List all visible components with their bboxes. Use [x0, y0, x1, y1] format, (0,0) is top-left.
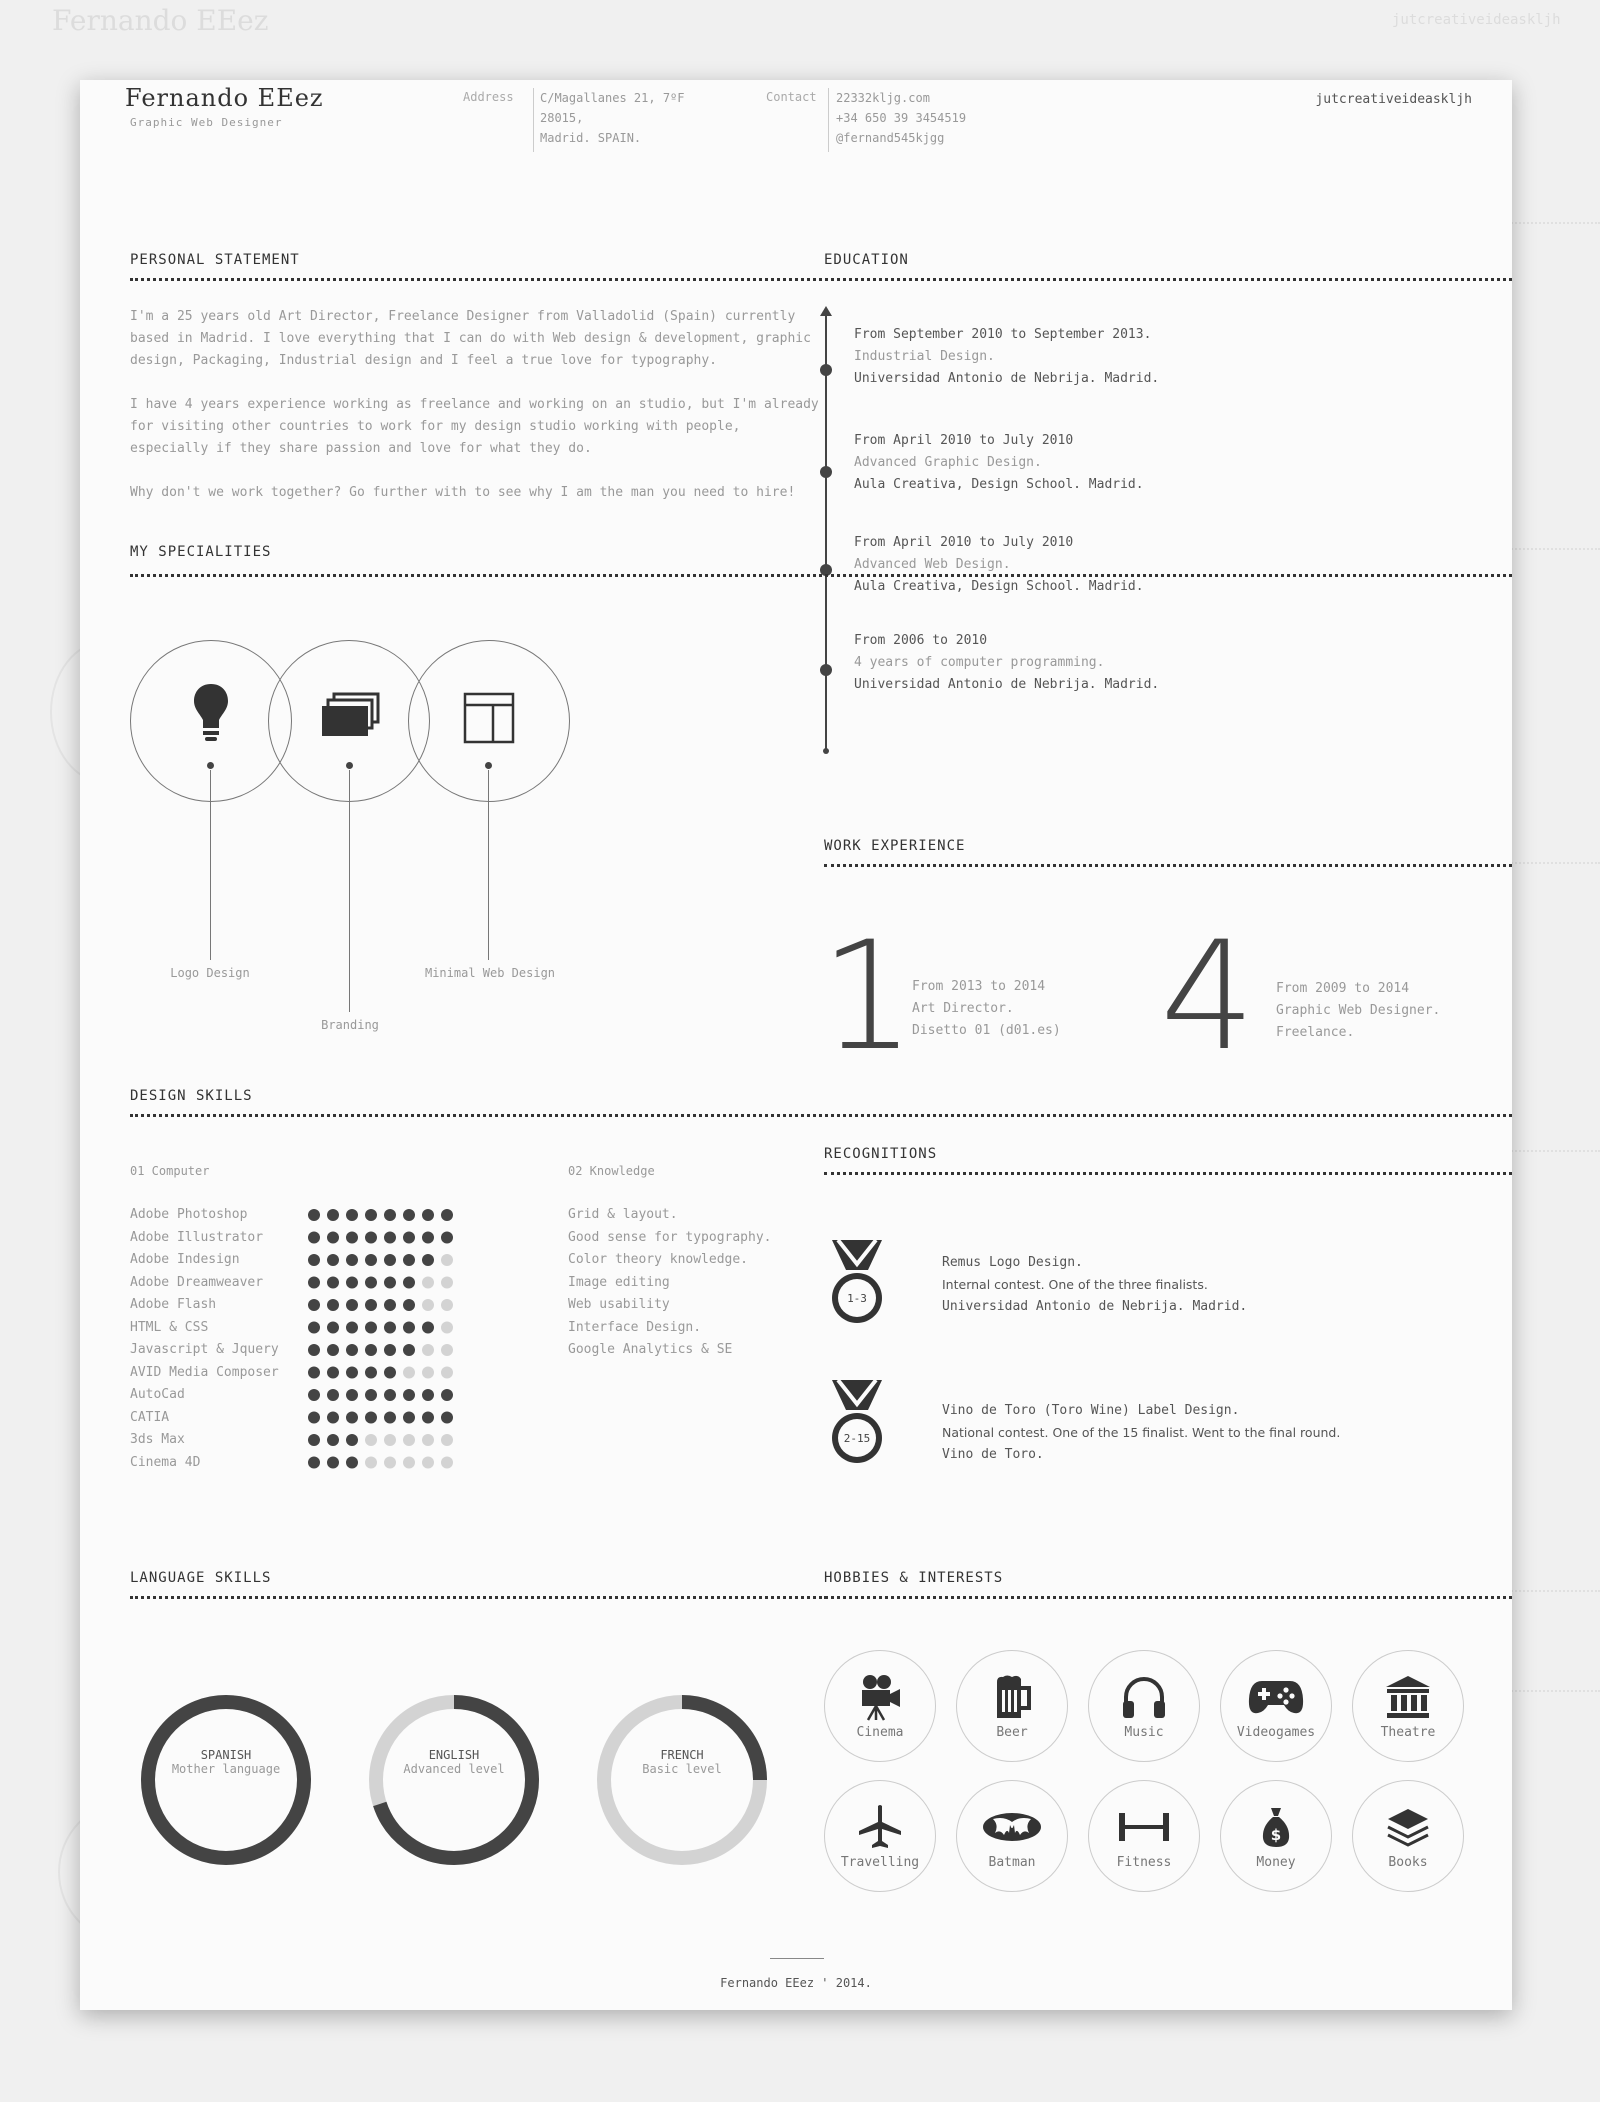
timeline-node [820, 466, 832, 478]
skill-dot [308, 1367, 320, 1379]
skill-dot [365, 1434, 377, 1446]
recognition-place: Universidad Antonio de Nebrija. Madrid. [942, 1299, 1248, 1314]
skill-dot [308, 1299, 320, 1311]
section-title-work: WORK EXPERIENCE [824, 838, 966, 854]
work-period: From 2009 to 2014 [1276, 981, 1410, 996]
section-title-language: LANGUAGE SKILLS [130, 1570, 272, 1586]
website-link[interactable]: jutcreativeideaskljh [1315, 92, 1472, 107]
skill-dot [327, 1457, 339, 1469]
skill-name: AVID Media Composer [130, 1364, 279, 1380]
skill-dot [308, 1209, 320, 1221]
skill-dot [346, 1322, 358, 1334]
skill-dot [327, 1232, 339, 1244]
statement-paragraph: Why don't we work together? Go further with to see why I am the man you need to hire! [130, 485, 796, 500]
skill-dot [384, 1434, 396, 1446]
skill-dot [327, 1277, 339, 1289]
education-entry [854, 630, 1159, 696]
timeline-line [825, 312, 827, 752]
skill-dot [327, 1412, 339, 1424]
work-period: From 2013 to 2014 [912, 979, 1046, 994]
skill-dot [365, 1389, 377, 1401]
hobby-label: Batman [988, 1855, 1036, 1870]
hobby-label: Travelling [840, 1855, 920, 1870]
skill-dot [384, 1367, 396, 1379]
skill-dot [346, 1254, 358, 1266]
language-label [136, 1748, 316, 1776]
skill-dot [422, 1457, 434, 1469]
hobby-item [824, 1650, 936, 1762]
batman-icon [982, 1812, 1042, 1842]
education-school: Universidad Antonio de Nebrija. Madrid. [854, 371, 1160, 386]
education-period: From September 2010 to September 2013. [854, 327, 1152, 342]
medal-icon [824, 1378, 890, 1468]
skill-dot [308, 1344, 320, 1356]
education-period: From 2006 to 2010 [854, 633, 988, 648]
beer-icon [992, 1674, 1032, 1720]
skill-dot [384, 1344, 396, 1356]
skill-dot [346, 1412, 358, 1424]
section-divider [824, 864, 1512, 867]
hobby-item [1088, 1780, 1200, 1892]
page-title: Fernando EEez [125, 84, 324, 112]
statement-text [130, 306, 820, 504]
resume-sheet [80, 80, 1512, 2010]
education-course: Advanced Web Design. [854, 557, 1011, 572]
knowledge-list [568, 1204, 788, 1362]
background-ghost-name: Fernando EEez [52, 4, 269, 37]
section-divider [130, 278, 1512, 281]
address-line: 28015, [540, 111, 584, 125]
hobby-label: Videogames [1236, 1725, 1316, 1740]
contact-handle[interactable]: @fernand545kjgg [836, 131, 945, 145]
language-level: Advanced level [403, 1762, 505, 1776]
hobby-item [1088, 1650, 1200, 1762]
hobby-item [956, 1780, 1068, 1892]
skill-dot [441, 1434, 453, 1446]
work-company: Disetto 01 (d01.es) [912, 1023, 1061, 1038]
money-bag-icon [1261, 1806, 1291, 1848]
skill-dot [308, 1277, 320, 1289]
skill-dot [422, 1389, 434, 1401]
work-company: Freelance. [1276, 1025, 1355, 1040]
section-title-specialities: MY SPECIALITIES [130, 544, 272, 560]
language-label [364, 1748, 544, 1776]
knowledge-item: Grid & layout. [568, 1207, 678, 1222]
skill-name: AutoCad [130, 1387, 185, 1402]
hobby-label: Beer [996, 1725, 1028, 1740]
section-title-statement: PERSONAL STATEMENT [130, 252, 300, 268]
skill-dot [327, 1434, 339, 1446]
address-line: Madrid. SPAIN. [540, 131, 642, 145]
skill-dot [384, 1412, 396, 1424]
skill-dot [365, 1344, 377, 1356]
skill-dot [365, 1209, 377, 1221]
education-entry [854, 324, 1159, 390]
footer-rule [770, 1958, 824, 1959]
skill-dot [327, 1322, 339, 1334]
recognition-place: Vino de Toro. [942, 1447, 1044, 1462]
skill-dot [422, 1367, 434, 1379]
timeline-end-dot [823, 748, 829, 754]
work-role: Art Director. [912, 1001, 1014, 1016]
computer-skills-list [130, 1204, 310, 1474]
skill-dot [403, 1457, 415, 1469]
education-school: Aula Creativa, Design School. Madrid. [854, 477, 1144, 492]
hobby-item [1220, 1780, 1332, 1892]
skill-name: CATIA [130, 1409, 170, 1425]
skill-dot [308, 1412, 320, 1424]
hobby-label: Cinema [856, 1725, 904, 1740]
dumbbell-icon [1115, 1811, 1173, 1843]
skill-dot [403, 1412, 415, 1424]
skill-dot [327, 1254, 339, 1266]
speciality-connector [488, 770, 489, 960]
skill-dot [365, 1254, 377, 1266]
hobby-label: Fitness [1116, 1855, 1172, 1870]
skill-dot [384, 1254, 396, 1266]
section-title-design-skills: DESIGN SKILLS [130, 1088, 253, 1104]
skill-dot [403, 1434, 415, 1446]
language-name: FRENCH [660, 1748, 704, 1762]
medal-badge-text: 1-3 [847, 1292, 867, 1305]
skill-dot [384, 1209, 396, 1221]
work-entry [1276, 978, 1440, 1044]
education-school: Aula Creativa, Design School. Madrid. [854, 579, 1144, 594]
section-divider [130, 574, 1512, 577]
skill-name: Adobe Dreamweaver [130, 1274, 264, 1290]
skill-dot [365, 1232, 377, 1244]
web-layout-icon [463, 692, 515, 744]
recognition-entry [942, 1400, 1340, 1466]
skill-dot [422, 1434, 434, 1446]
skill-name: Adobe Illustrator [130, 1229, 264, 1245]
hobby-item [956, 1650, 1068, 1762]
skill-name: Cinema 4D [130, 1454, 201, 1470]
statement-paragraph: I'm a 25 years old Art Director, Freelance Designer from Valladolid (Spain) currently based in Madrid. I love everything that I can do with Web design & development, graphic design, Packaging, Industrial design and I feel a true love for typography. [130, 309, 811, 368]
speciality-label: Branding [321, 1018, 379, 1032]
skill-dot [308, 1254, 320, 1266]
job-title: Graphic Web Designer [130, 116, 283, 129]
speciality-connector [349, 770, 350, 1012]
language-level: Basic level [642, 1762, 722, 1776]
contact-phone[interactable]: +34 650 39 3454519 [836, 111, 967, 125]
lightbulb-icon [192, 682, 230, 744]
education-entry [854, 532, 1144, 598]
section-title-recognitions: RECOGNITIONS [824, 1146, 938, 1162]
recognition-entry [942, 1252, 1247, 1318]
skill-dot [346, 1434, 358, 1446]
knowledge-item: Good sense for typography. [568, 1229, 772, 1245]
skill-dot [441, 1209, 453, 1221]
skill-dot [441, 1389, 453, 1401]
camera-icon [858, 1673, 902, 1721]
speciality-pin [207, 762, 214, 769]
theatre-icon [1385, 1675, 1431, 1719]
education-entry [854, 430, 1144, 496]
skill-dot [403, 1232, 415, 1244]
contact-email[interactable]: 22332kljg.com [836, 91, 930, 105]
hobby-label: Theatre [1380, 1725, 1436, 1740]
skill-dot [365, 1277, 377, 1289]
skill-dot [384, 1277, 396, 1289]
skill-dot [346, 1367, 358, 1379]
education-school: Universidad Antonio de Nebrija. Madrid. [854, 677, 1160, 692]
work-entry [912, 976, 1061, 1042]
language-ring-progress [148, 1702, 304, 1858]
skill-dot [441, 1457, 453, 1469]
section-divider [130, 1114, 1512, 1117]
hobby-item [1352, 1650, 1464, 1762]
skill-dot [422, 1412, 434, 1424]
skill-dot [308, 1322, 320, 1334]
skill-dot [327, 1209, 339, 1221]
skill-dot [308, 1232, 320, 1244]
skill-dot [403, 1277, 415, 1289]
skill-dot [384, 1322, 396, 1334]
contact-block [836, 88, 966, 148]
language-level: Mother language [171, 1762, 281, 1776]
medal-icon [824, 1238, 890, 1328]
speciality-label: Minimal Web Design [424, 966, 556, 980]
plane-icon [857, 1804, 903, 1850]
skill-dot [422, 1277, 434, 1289]
skill-dot [441, 1232, 453, 1244]
skill-dot [365, 1457, 377, 1469]
skill-dot [403, 1322, 415, 1334]
skill-dot [422, 1299, 434, 1311]
skill-dot [422, 1322, 434, 1334]
skill-dot [441, 1344, 453, 1356]
gamepad-icon [1248, 1677, 1304, 1717]
skill-dot [384, 1389, 396, 1401]
skill-dot [346, 1232, 358, 1244]
skill-dot [327, 1389, 339, 1401]
skill-name: Adobe Indesign [130, 1252, 240, 1267]
skill-dot [346, 1344, 358, 1356]
footer-text: Fernando EEez ' 2014. [720, 1976, 872, 1990]
skill-dot [441, 1412, 453, 1424]
skill-dot [365, 1322, 377, 1334]
skill-dot [365, 1299, 377, 1311]
skill-dot [346, 1389, 358, 1401]
language-rings [130, 1678, 790, 1888]
statement-paragraph: I have 4 years experience working as freelance and working on an studio, but I'm already for visiting other countries to work for my design studio working with people, especially if they share passion and love for what they do. [130, 397, 819, 456]
work-years-number: 4 [1160, 910, 1256, 1084]
skill-dot [441, 1322, 453, 1334]
speciality-connector [210, 770, 211, 960]
knowledge-item: Google Analytics & SE [568, 1342, 733, 1357]
hobby-label: Books [1388, 1855, 1428, 1870]
skill-dot [308, 1434, 320, 1446]
education-period: From April 2010 to July 2010 [854, 535, 1074, 550]
education-course: 4 years of computer programming. [854, 655, 1105, 670]
language-name: SPANISH [200, 1748, 252, 1762]
language-name: ENGLISH [428, 1748, 480, 1762]
skill-dot [384, 1299, 396, 1311]
skill-name: 3ds Max [130, 1432, 185, 1447]
headphones-icon [1121, 1675, 1167, 1719]
knowledge-item: Interface Design. [568, 1319, 702, 1335]
timeline-node [820, 664, 832, 676]
recognition-description: National contest. One of the 15 finalist. Went to the final round. [942, 1425, 1341, 1440]
skill-dot [308, 1389, 320, 1401]
skill-name: HTML & CSS [130, 1319, 209, 1335]
education-course: Advanced Graphic Design. [854, 455, 1042, 470]
skill-dot [403, 1344, 415, 1356]
recognition-description: Internal contest. One of the three finalists. [942, 1277, 1208, 1292]
section-title-hobbies: HOBBIES & INTERESTS [824, 1570, 1004, 1586]
skills-knowledge-title: 02 Knowledge [568, 1164, 655, 1178]
skill-dot [327, 1367, 339, 1379]
skill-dot [365, 1367, 377, 1379]
skill-name: Javascript & Jquery [130, 1342, 279, 1357]
skill-dot [346, 1457, 358, 1469]
skill-dot [365, 1412, 377, 1424]
svg-text:$: $ [1270, 1826, 1282, 1844]
knowledge-item: Color theory knowledge. [568, 1252, 749, 1267]
skill-name: Adobe Photoshop [130, 1207, 248, 1222]
hobby-label: Music [1124, 1725, 1164, 1740]
layers-icon [320, 692, 380, 738]
skill-dot [441, 1367, 453, 1379]
timeline-node [820, 364, 832, 376]
knowledge-item: Image editing [568, 1274, 670, 1290]
address-block [540, 88, 685, 148]
skill-level-dots [306, 1204, 466, 1480]
hobby-item [824, 1780, 936, 1892]
knowledge-item: Web usability [568, 1297, 670, 1312]
language-label [592, 1748, 772, 1776]
skill-dot [422, 1232, 434, 1244]
education-period: From April 2010 to July 2010 [854, 433, 1074, 448]
section-divider [824, 1172, 1512, 1175]
address-line: C/Magallanes 21, 7ºF [540, 91, 685, 105]
skill-dot [327, 1299, 339, 1311]
section-divider [824, 1596, 1512, 1599]
medal-badge-text: 2-15 [843, 1432, 871, 1445]
hobby-item [1220, 1650, 1332, 1762]
contact-divider [828, 88, 829, 152]
skill-dot [403, 1367, 415, 1379]
section-title-education: EDUCATION [824, 252, 909, 268]
speciality-label: Logo Design [170, 966, 250, 980]
recognition-title: Vino de Toro (Toro Wine) Label Design. [942, 1403, 1240, 1418]
skill-dot [308, 1457, 320, 1469]
books-icon [1386, 1807, 1430, 1847]
address-label: Address [463, 90, 514, 104]
skills-computer-title: 01 Computer [130, 1164, 210, 1178]
skill-dot [403, 1209, 415, 1221]
skill-dot [441, 1254, 453, 1266]
skill-dot [384, 1457, 396, 1469]
skill-dot [441, 1277, 453, 1289]
address-divider [533, 88, 534, 152]
contact-label: Contact [766, 90, 817, 104]
skill-dot [346, 1209, 358, 1221]
skill-dot [384, 1232, 396, 1244]
speciality-pin [485, 762, 492, 769]
hobby-label: Money [1256, 1855, 1296, 1870]
skill-dot [403, 1299, 415, 1311]
hobby-item [1352, 1780, 1464, 1892]
skill-dot [441, 1299, 453, 1311]
skill-dot [422, 1344, 434, 1356]
recognition-title: Remus Logo Design. [942, 1255, 1083, 1270]
background-ghost-website: jutcreativeideaskljh [1392, 12, 1561, 28]
skill-dot [403, 1389, 415, 1401]
education-course: Industrial Design. [854, 349, 995, 364]
skill-dot [327, 1344, 339, 1356]
skill-name: Adobe Flash [130, 1297, 217, 1312]
work-role: Graphic Web Designer. [1276, 1003, 1441, 1018]
work-years-number: 1 [820, 910, 916, 1084]
skill-dot [346, 1277, 358, 1289]
speciality-pin [346, 762, 353, 769]
skill-dot [422, 1254, 434, 1266]
skill-dot [403, 1254, 415, 1266]
timeline-arrow-icon [820, 306, 832, 316]
skill-dot [346, 1299, 358, 1311]
skill-dot [422, 1209, 434, 1221]
